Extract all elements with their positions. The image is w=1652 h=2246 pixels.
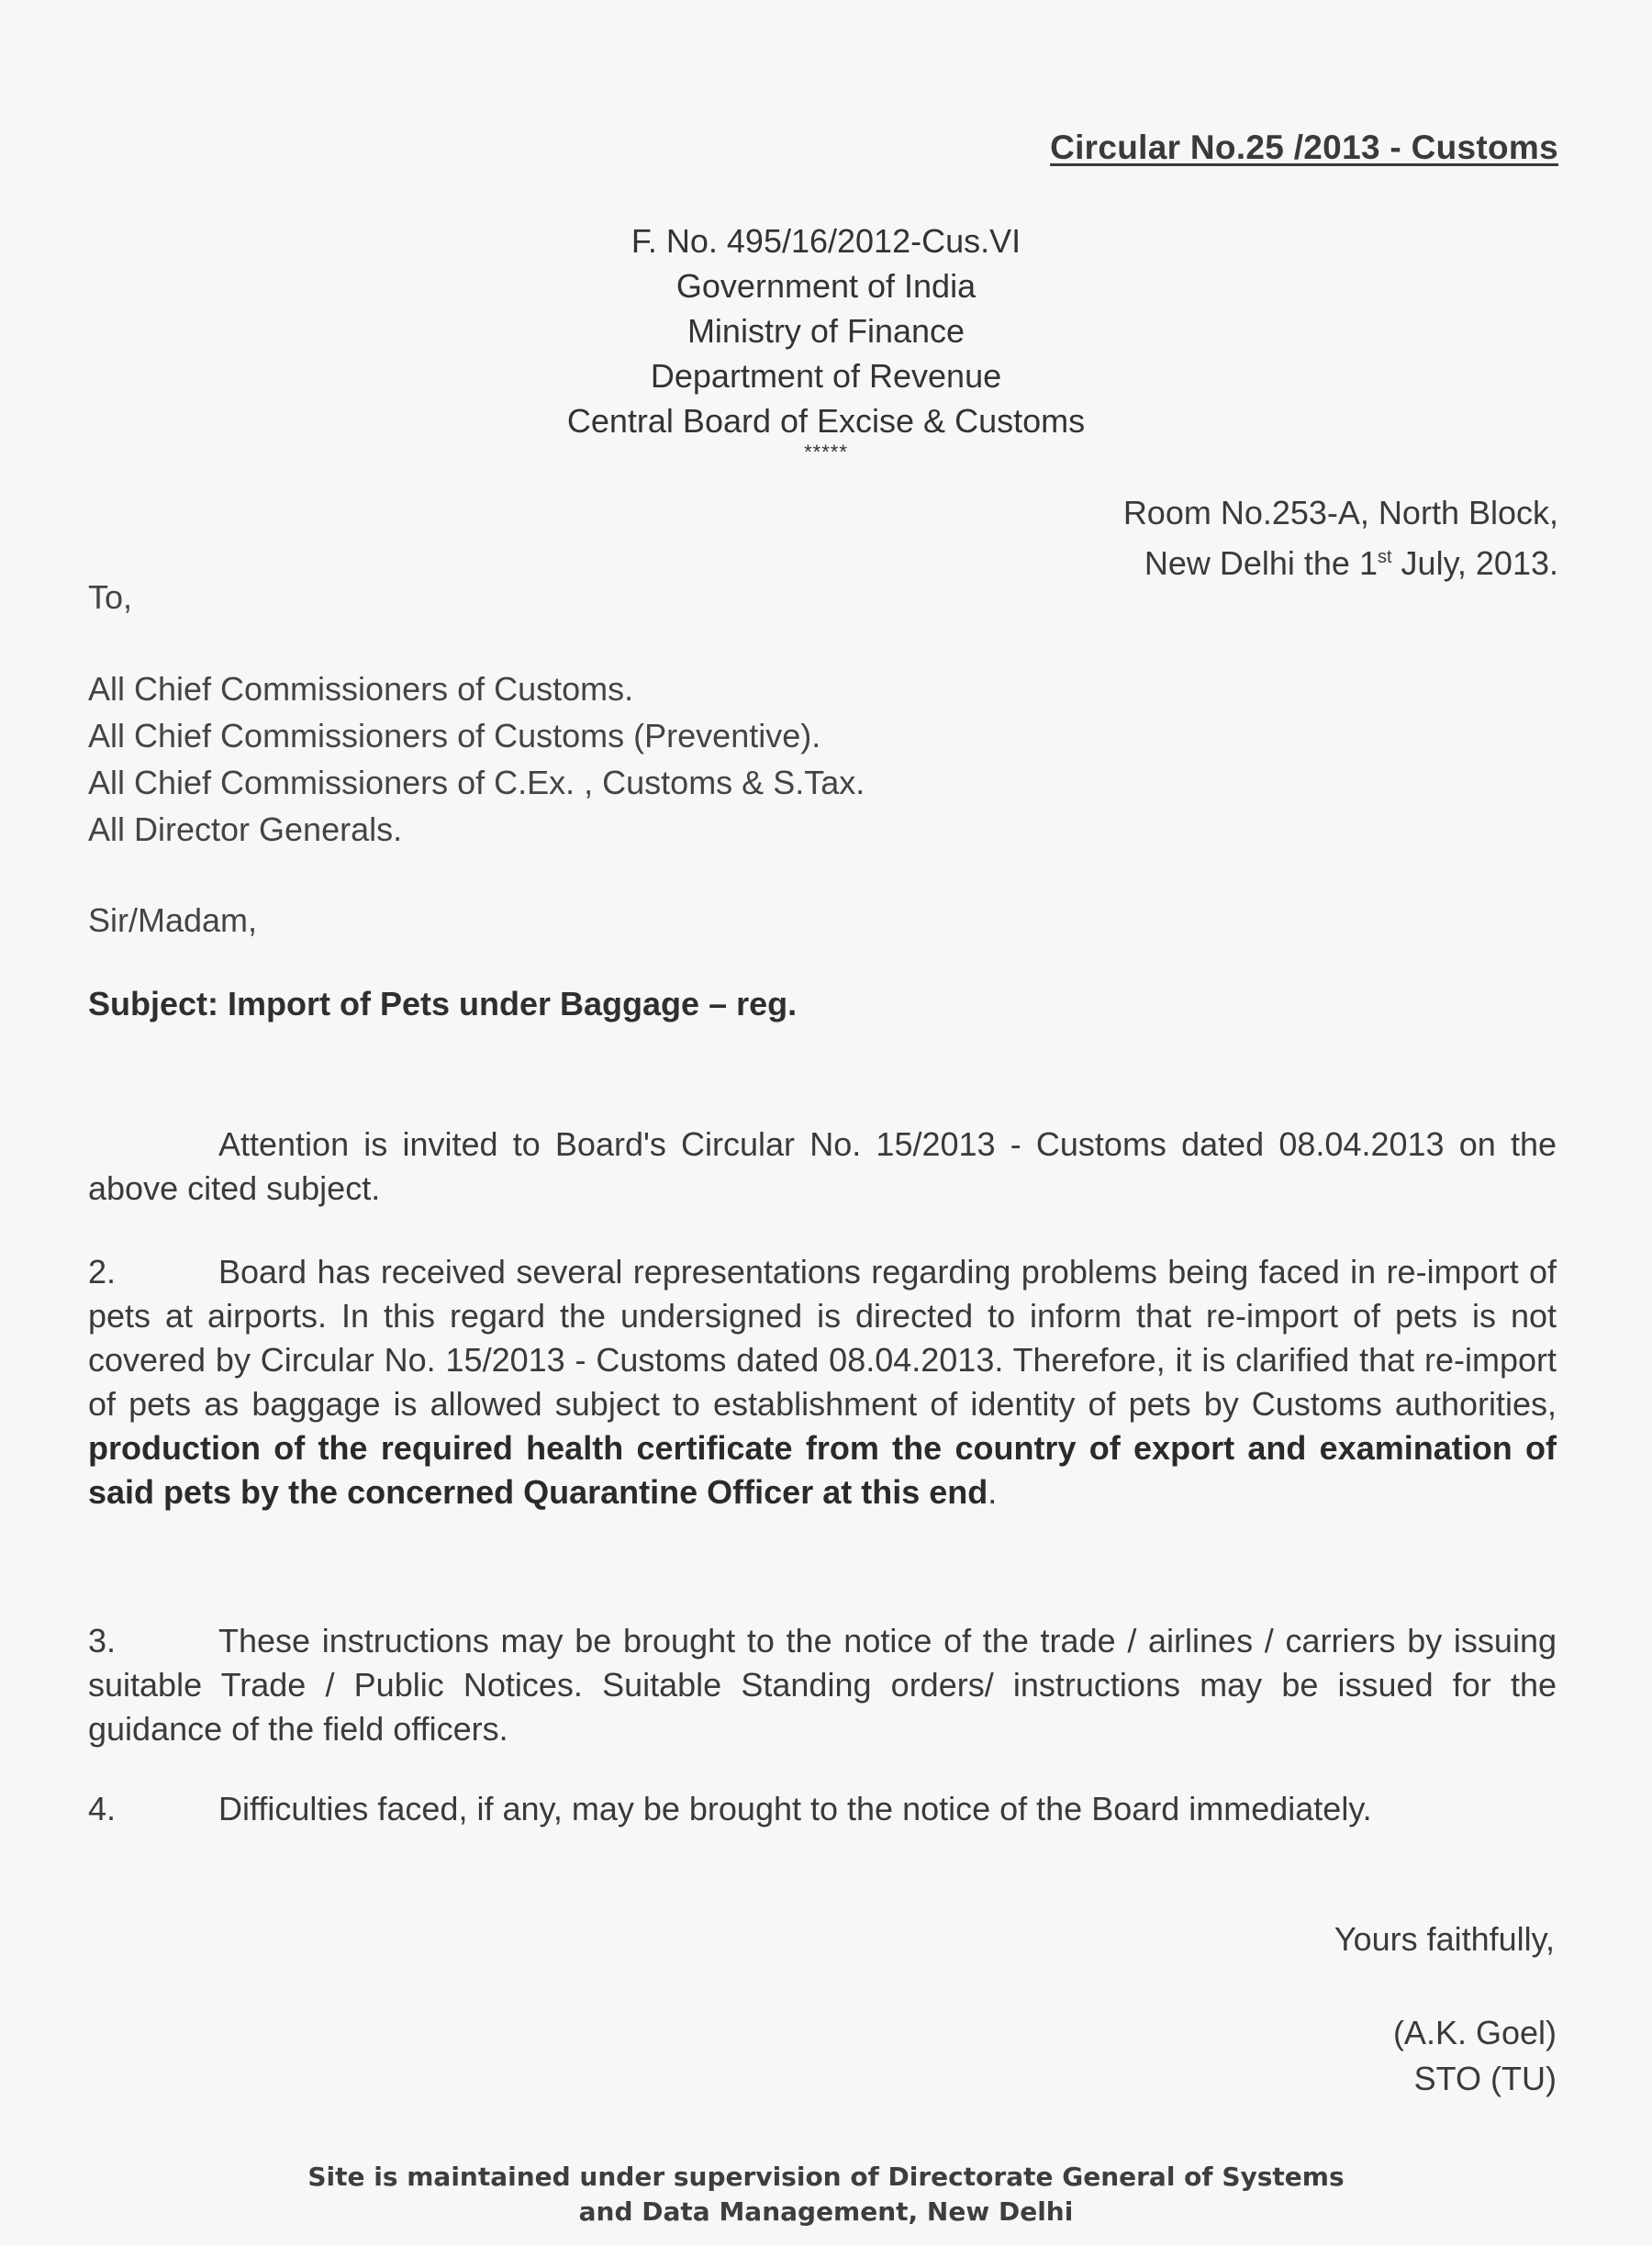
- paragraph-1: [88, 1123, 1557, 1211]
- date-ordinal: st: [1377, 547, 1392, 567]
- recipient-item: All Chief Commissioners of C.Ex. , Customs & S.Tax.: [88, 764, 865, 801]
- to-label: To,: [88, 578, 133, 616]
- board-name: Central Board of Excise & Customs: [566, 402, 1086, 440]
- address-date: [1123, 535, 1558, 586]
- footer-line-2: and Data Management, New Delhi: [578, 2196, 1074, 2227]
- paragraph-4-text: Difficulties faced, if any, may be brought to the notice of the Board immediately.: [218, 1790, 1372, 1827]
- salutation: Sir/Madam,: [88, 901, 258, 939]
- ministry-name: Ministry of Finance: [686, 312, 966, 350]
- closing-phrase: Yours faithfully,: [1334, 1920, 1555, 1958]
- signatory-block: [1393, 2010, 1557, 2102]
- paragraph-2: [88, 1250, 1557, 1514]
- signatory-name: (A.K. Goel): [1392, 2014, 1557, 2051]
- paragraph-number: 4.: [88, 1790, 117, 1827]
- sender-address: [1123, 490, 1558, 586]
- paragraph-1-text: Attention is invited to Board's Circular No. 15/2013 - Customs dated 08.04.2013 on the above cited subject.: [88, 1125, 1557, 1207]
- recipient-item: All Chief Commissioners of Customs (Preventive).: [88, 717, 821, 754]
- date-suffix: July, 2013.: [1391, 544, 1558, 582]
- paragraph-4: [88, 1787, 1557, 1831]
- paragraph-2-bold-text: production of the required health certificate from the country of export and examination of said pets by the concerned Quarantine Officer at this end: [88, 1429, 1557, 1511]
- address-room: Room No.253-A, North Block,: [1122, 494, 1558, 531]
- site-footer: [0, 2160, 1652, 2229]
- paragraph-number: 3.: [88, 1622, 117, 1659]
- circular-number: Circular No.25 /2013 - Customs: [1050, 129, 1558, 166]
- paragraph-number: 2.: [88, 1253, 117, 1291]
- department-name: Department of Revenue: [650, 357, 1002, 395]
- recipient-item: All Chief Commissioners of Customs.: [88, 670, 634, 708]
- separator-stars: *****: [804, 441, 848, 464]
- recipient-item: All Director Generals.: [88, 810, 403, 848]
- paragraph-3-text: These instructions may be brought to the notice of the trade / airlines / carriers by issuing suitable Trade / Public Notices. Suitable Standing orders/ instructions may be issued for the guidance of the field officers.: [88, 1622, 1557, 1748]
- paragraph-2-text: Board has received several representations regarding problems being faced in re-import of pets at airports. In this regard the undersigned is directed to inform that re-import of pets is not covered by Circular No. 15/2013 - Customs dated 08.04.2013. Therefore, it is clarified that re-import of pets as baggage is allowed subject to establishment of identity of pets by Customs authorities,: [88, 1253, 1557, 1423]
- footer-line-1: Site is maintained under supervision of Directorate General of Systems: [307, 2162, 1345, 2192]
- paragraph-3: [88, 1619, 1557, 1751]
- recipient-list: [88, 665, 865, 853]
- letterhead: [0, 218, 1652, 462]
- government-name: Government of India: [675, 267, 977, 305]
- signatory-designation: STO (TU): [1413, 2060, 1557, 2097]
- file-number: F. No. 495/16/2012-Cus.VI: [631, 222, 1021, 260]
- subject-line: Subject: Import of Pets under Baggage – reg.: [88, 985, 798, 1022]
- paragraph-2-end: .: [988, 1473, 998, 1511]
- date-prefix: New Delhi the 1: [1144, 544, 1378, 582]
